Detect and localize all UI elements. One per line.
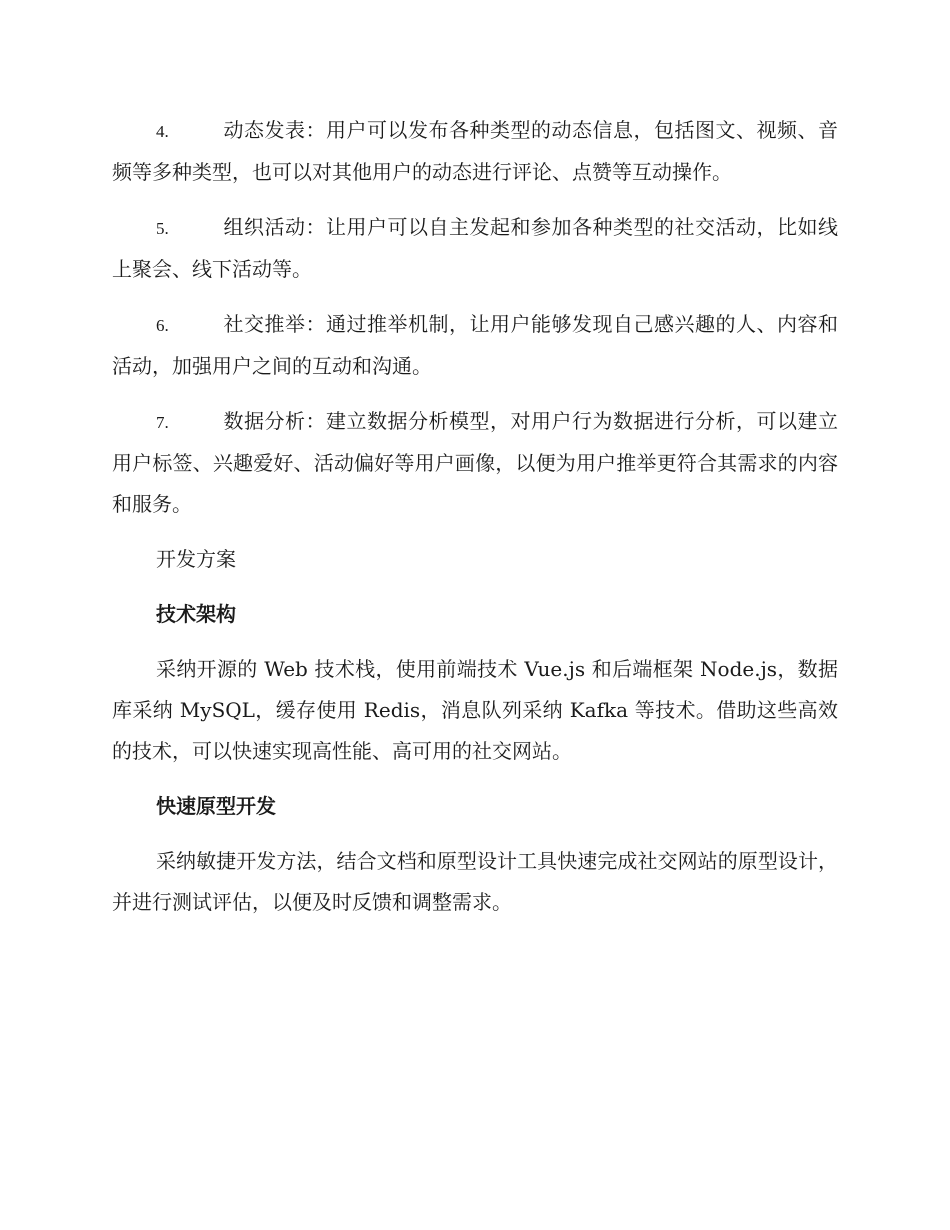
list-number: 4. [156,122,169,141]
section-heading-dev-plan: 开发方案 [156,547,236,571]
section-heading-rapid-proto: 快速原型开发 [156,794,276,818]
tech-arch-paragraph: 采纳开源的 Web 技术栈，使用前端技术 Vue.js 和后端框架 Node.js，数据库采纳 MySQL，缓存使用 Redis，消息队列采纳 Kafka 等技术。借助这些高效的技术，可以快速实现高性能、高可用的社交网站。 [112,657,838,763]
list-item-text: 社交推举：通过推举机制，让用户能够发现自己感兴趣的人、内容和活动，加强用户之间的互动和沟通。 [112,312,838,378]
list-number: 6. [156,316,169,335]
rapid-proto-paragraph: 采纳敏捷开发方法，结合文档和原型设计工具快速完成社交网站的原型设计，并进行测试评估，以便及时反馈和调整需求。 [112,849,838,914]
list-item-4 [112,110,838,193]
list-item-text: 数据分析：建立数据分析模型，对用户行为数据进行分析，可以建立用户标签、兴趣爱好、活动偏好等用户画像，以便为用户推举更符合其需求的内容和服务。 [112,409,838,516]
list-item-7 [112,401,838,525]
list-item-5 [112,207,838,290]
list-number: 5. [156,219,169,238]
list-item-6 [112,304,838,387]
list-number: 7. [156,413,169,432]
section-heading-tech-arch: 技术架构 [156,602,236,626]
list-item-text: 动态发表：用户可以发布各种类型的动态信息，包括图文、视频、音频等多种类型，也可以对其他用户的动态进行评论、点赞等互动操作。 [112,118,838,184]
list-item-text: 组织活动：让用户可以自主发起和参加各种类型的社交活动，比如线上聚会、线下活动等。 [112,215,838,281]
